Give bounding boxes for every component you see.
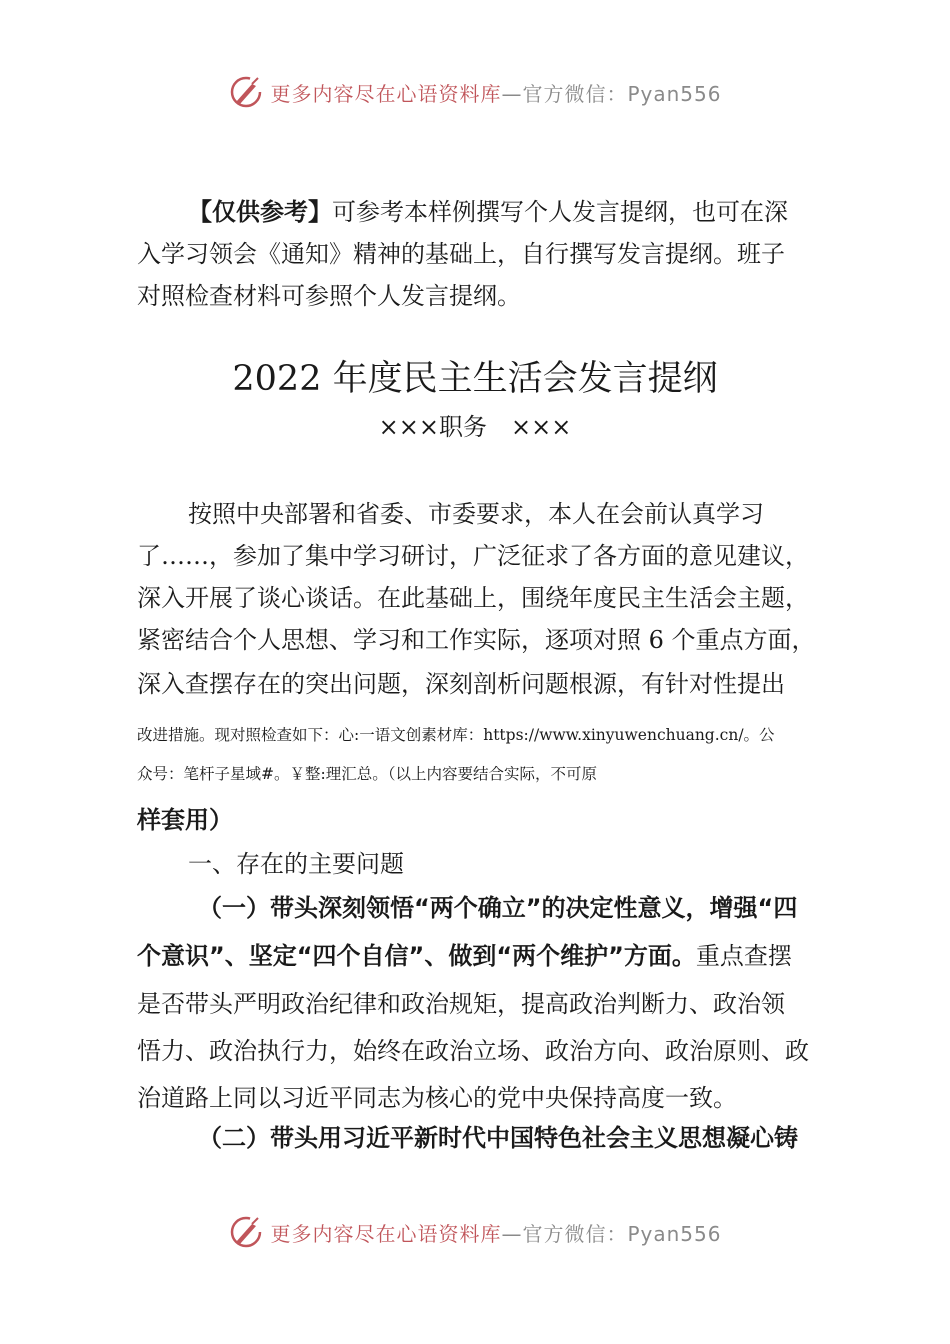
intro-line-5: 深入查摆存在的突出问题，深刻剖析问题根源，有针对性提出 bbox=[137, 670, 785, 698]
item1-heading-line-1: （一）带头深刻领悟“两个确立”的决定性意义，增强“四 bbox=[198, 894, 798, 922]
intro-line-6: 样套用） bbox=[137, 806, 233, 834]
intro-line-1: 按照中央部署和省委、市委要求，本人在会前认真学习 bbox=[188, 500, 764, 528]
watermark-gray-text: —官方微信：Pyan556 bbox=[501, 81, 722, 106]
note-line-3: 对照检查材料可参照个人发言提纲。 bbox=[137, 282, 521, 310]
intro-line-2: 了……，参加了集中学习研讨，广泛征求了各方面的意见建议， bbox=[137, 542, 809, 570]
document-subtitle: ×××职务 ××× bbox=[378, 413, 572, 441]
section-heading: 一、存在的主要问题 bbox=[188, 850, 404, 878]
item1-line-3: 是否带头严明政治纪律和政治规矩，提高政治判断力、政治领 bbox=[137, 990, 785, 1018]
intro-small-line-1: 改进措施。现对照检查如下：心:一语文创素材库：https://www.xinyuwenchuang.cn/。公 bbox=[137, 726, 775, 744]
item1-text-tail: 重点查摆 bbox=[695, 942, 792, 970]
pen-circle-logo-icon bbox=[228, 74, 264, 110]
note-label: 【仅供参考】 bbox=[188, 198, 332, 226]
intro-line-3: 深入开展了谈心谈话。在此基础上，围绕年度民主生活会主题， bbox=[137, 584, 809, 612]
intro-line-4: 紧密结合个人思想、学习和工作实际，逐项对照 6 个重点方面， bbox=[137, 626, 816, 654]
watermark-red-text: 更多内容尽在心语资料库 bbox=[270, 81, 502, 106]
item1-heading-line-2: 个意识”、坚定“四个自信”、做到“两个维护”方面。 bbox=[137, 942, 696, 970]
header-watermark bbox=[0, 72, 950, 112]
item1-line-2 bbox=[137, 940, 837, 972]
pen-circle-logo-icon bbox=[228, 1214, 264, 1250]
item2-heading-line-1: （二）带头用习近平新时代中国特色社会主义思想凝心铸 bbox=[198, 1124, 798, 1152]
watermark-gray-text: —官方微信：Pyan556 bbox=[501, 1221, 722, 1246]
note-text-1: 可参考本样例撰写个人发言提纲，也可在深 bbox=[332, 198, 788, 226]
footer-watermark bbox=[0, 1212, 950, 1252]
note-line-1 bbox=[188, 196, 888, 228]
item1-line-4: 悟力、政治执行力，始终在政治立场、政治方向、政治原则、政 bbox=[137, 1037, 809, 1065]
note-line-2: 入学习领会《通知》精神的基础上，自行撰写发言提纲。班子 bbox=[137, 240, 785, 268]
document-title: 2022 年度民主生活会发言提纲 bbox=[232, 359, 718, 399]
item1-line-5: 治道路上同以习近平同志为核心的党中央保持高度一致。 bbox=[137, 1084, 737, 1112]
intro-small-line-2: 众号：笔杆子星域#。￥整:理汇总。（以上内容要结合实际，不可原 bbox=[137, 765, 597, 783]
watermark-red-text: 更多内容尽在心语资料库 bbox=[270, 1221, 502, 1246]
